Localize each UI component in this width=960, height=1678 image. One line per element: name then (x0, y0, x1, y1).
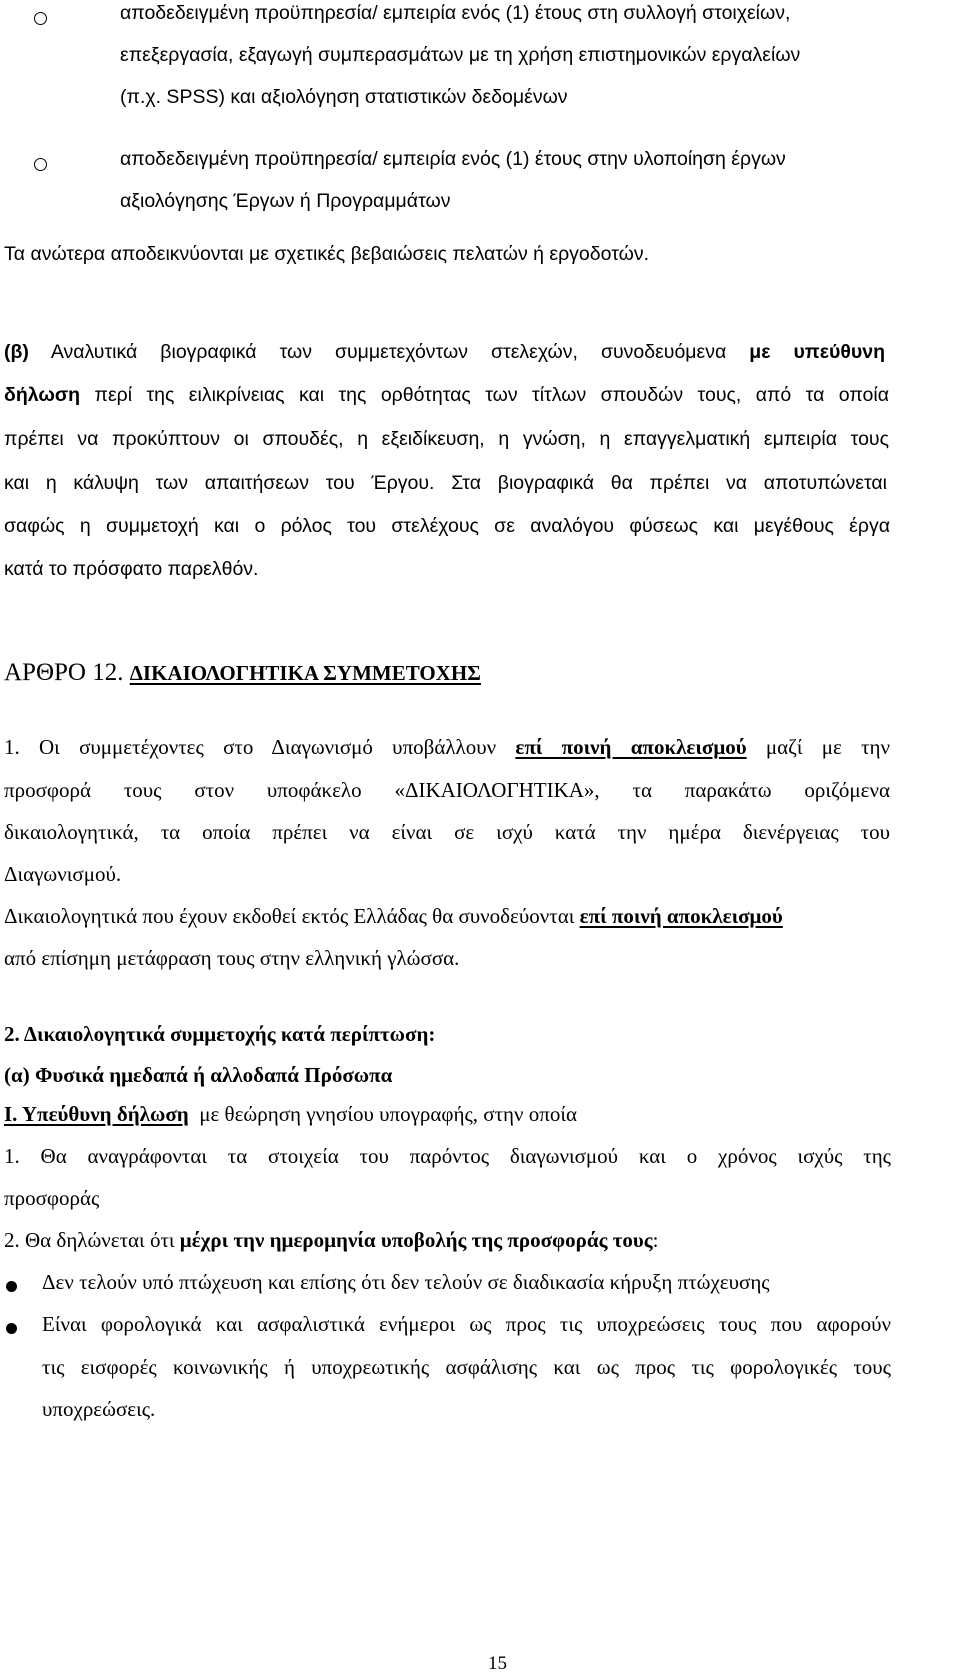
bullet-icon (6, 1323, 17, 1334)
section-b-line-5: σαφώς η συμμετοχή και ο ρόλος του στελέχους σε αναλόγου φύσεως και μεγέθους έργα (4, 515, 890, 537)
section-b-line-4: και η κάλυψη των απαιτήσεων του Έργου. Στα βιογραφικά θα πρέπει να αποτυπώνεται (4, 472, 887, 494)
item-I: Ι. Υπεύθυνη δήλωση με θεώρηση γνησίου υπογραφής, στην οποία (4, 1102, 578, 1126)
list-item-line: επεξεργασία, εξαγωγή συμπερασμάτων με τη χρήση επιστημονικών εργαλείων (120, 44, 801, 66)
para-1-line-5: Δικαιολογητικά που έχουν εκδοθεί εκτός Ελλάδας θα συνοδεύονται επί ποινή αποκλεισμού (4, 904, 783, 928)
proof-note: Τα ανώτερα αποδεικνύονται με σχετικές βεβαιώσεις πελατών ή εργοδοτών. (4, 243, 650, 265)
section-b-line-6: κατά το πρόσφατο παρελθόν. (4, 558, 259, 580)
bullet-icon (6, 1281, 17, 1292)
para-1-line-1: 1. Οι συμμετέχοντες στο Διαγωνισμό υποβάλλουν επί ποινή αποκλεισμού μαζί με την (4, 735, 891, 759)
section-b-line-1: (β) Αναλυτικά βιογραφικά των συμμετεχόντων στελεχών, συνοδευόμενα με υπεύθυνη (4, 341, 885, 363)
list-item-line: (π.χ. SPSS) και αξιολόγηση στατιστικών δεδομένων (120, 86, 568, 108)
section-b-line-2: δήλωση περί της ειλικρίνειας και της ορθότητας των τίτλων σπουδών τους, από τα οποία (4, 384, 889, 406)
list-item-line: αποδεδειγμένη προϋπηρεσία/ εμπειρία ενός (1) έτους στην υλοποίηση έργων (120, 148, 786, 170)
bullet-line: τις εισφορές κοινωνικής ή υποχρεωτικής ασφάλισης και ως προς τις φορολογικές τους (42, 1355, 891, 1379)
exclusion-penalty-text: επί ποινή αποκλεισμού (515, 735, 747, 759)
para-2-subheading: (α) Φυσικά ημεδαπά ή αλλοδαπά Πρόσωπα (4, 1063, 393, 1087)
page-number: 15 (488, 1653, 507, 1674)
list-item-line: αποδεδειγμένη προϋπηρεσία/ εμπειρία ενός (1) έτους στη συλλογή στοιχείων, (120, 2, 791, 24)
list-item-line: αξιολόγησης Έργων ή Προγραμμάτων (120, 190, 451, 212)
article-heading: ΑΡΘΡΟ 12. ΔΙΚΑΙΟΛΟΓΗΤΙΚΑ ΣΥΜΜΕΤΟΧΗΣ (4, 659, 481, 686)
para-1-line-2: προσφορά τους στον υποφάκελο «ΔΙΚΑΙΟΛΟΓΗΤΙΚΑ», τα παρακάτω οριζόμενα (4, 778, 890, 802)
section-b-label: (β) (4, 341, 29, 363)
item-1-line-2: προσφοράς (4, 1186, 100, 1210)
para-2-heading: 2. Δικαιολογητικά συμμετοχής κατά περίπτωση: (4, 1022, 436, 1046)
section-b-line-3: πρέπει να προκύπτουν οι σπουδές, η εξειδίκευση, η γνώση, η επαγγελματική εμπειρία τους (4, 428, 889, 450)
para-1-line-3: δικαιολογητικά, τα οποία πρέπει να είναι σε ισχύ κατά την ημέρα διενέργειας του (4, 820, 890, 844)
bullet-line: Δεν τελούν υπό πτώχευση και επίσης ότι δεν τελούν σε διαδικασία κήρυξη πτώχευσης (42, 1270, 770, 1294)
hollow-bullet-icon (34, 12, 47, 25)
para-1-line-4: Διαγωνισμού. (4, 862, 122, 886)
item-2: 2. Θα δηλώνεται ότι μέχρι την ημερομηνία υποβολής της προσφοράς τους: (4, 1228, 659, 1252)
hollow-bullet-icon (34, 158, 47, 171)
bullet-line: υποχρεώσεις. (42, 1397, 156, 1421)
item-1-line-1: 1. Θα αναγράφονται τα στοιχεία του παρόντος διαγωνισμού και ο χρόνος ισχύς της (4, 1144, 891, 1168)
article-title: ΔΙΚΑΙΟΛΟΓΗΤΙΚΑ ΣΥΜΜΕΤΟΧΗΣ (129, 661, 481, 685)
bullet-line: Είναι φορολογικά και ασφαλιστικά ενήμεροι ως προς τις υποχρεώσεις τους που αφορούν (42, 1312, 891, 1336)
exclusion-penalty-text: επί ποινή αποκλεισμού (579, 904, 783, 928)
para-1-line-6: από επίσημη μετάφραση τους στην ελληνική γλώσσα. (4, 946, 460, 970)
